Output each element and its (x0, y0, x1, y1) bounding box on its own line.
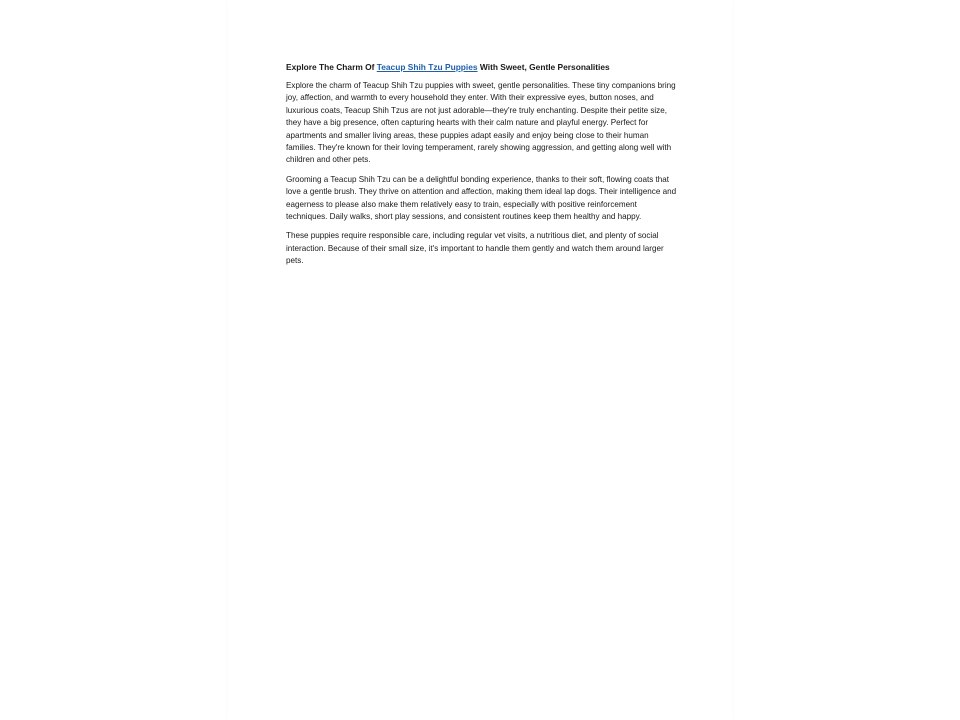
paragraph-grooming: Grooming a Teacup Shih Tzu can be a delightful bonding experience, thanks to their soft, flowing coats that love a gentle brush. They thrive on attention and affection, making them ideal lap dogs. Their intelligence and eagerness to please also make them relatively easy to train, especially with positive reinforcement techniques. Daily walks, short play sessions, and consistent routines keep them healthy and happy. (286, 174, 677, 222)
document-content (286, 61, 678, 275)
title-suffix: With Sweet, Gentle Personalities (477, 62, 610, 72)
title-prefix: Explore The Charm Of (286, 62, 377, 72)
paragraph-care: These puppies require responsible care, including regular vet visits, a nutritious diet, and plenty of social interaction. Because of their small size, it's important to handle them gently and watch them around larger pets. (286, 231, 664, 266)
page-title (286, 61, 678, 74)
teacup-shih-tzu-link[interactable]: Teacup Shih Tzu Puppies (376, 62, 478, 72)
paragraph-intro: Explore the charm of Teacup Shih Tzu puppies with sweet, gentle personalities. These tiny companions bring joy, affection, and warmth to every household they enter. With their expressive eyes, button noses, and luxurious coats, Teacup Shih Tzus are not just adorable—they're truly enchanting. Despite their petite size, they have a big presence, often capturing hearts with their calm nature and playful energy. Perfect for apartments and smaller living areas, these puppies adapt easily and enjoy being close to their human families. They're known for their loving temperament, rarely showing aggression, and getting along well with children and other pets. (286, 81, 676, 165)
